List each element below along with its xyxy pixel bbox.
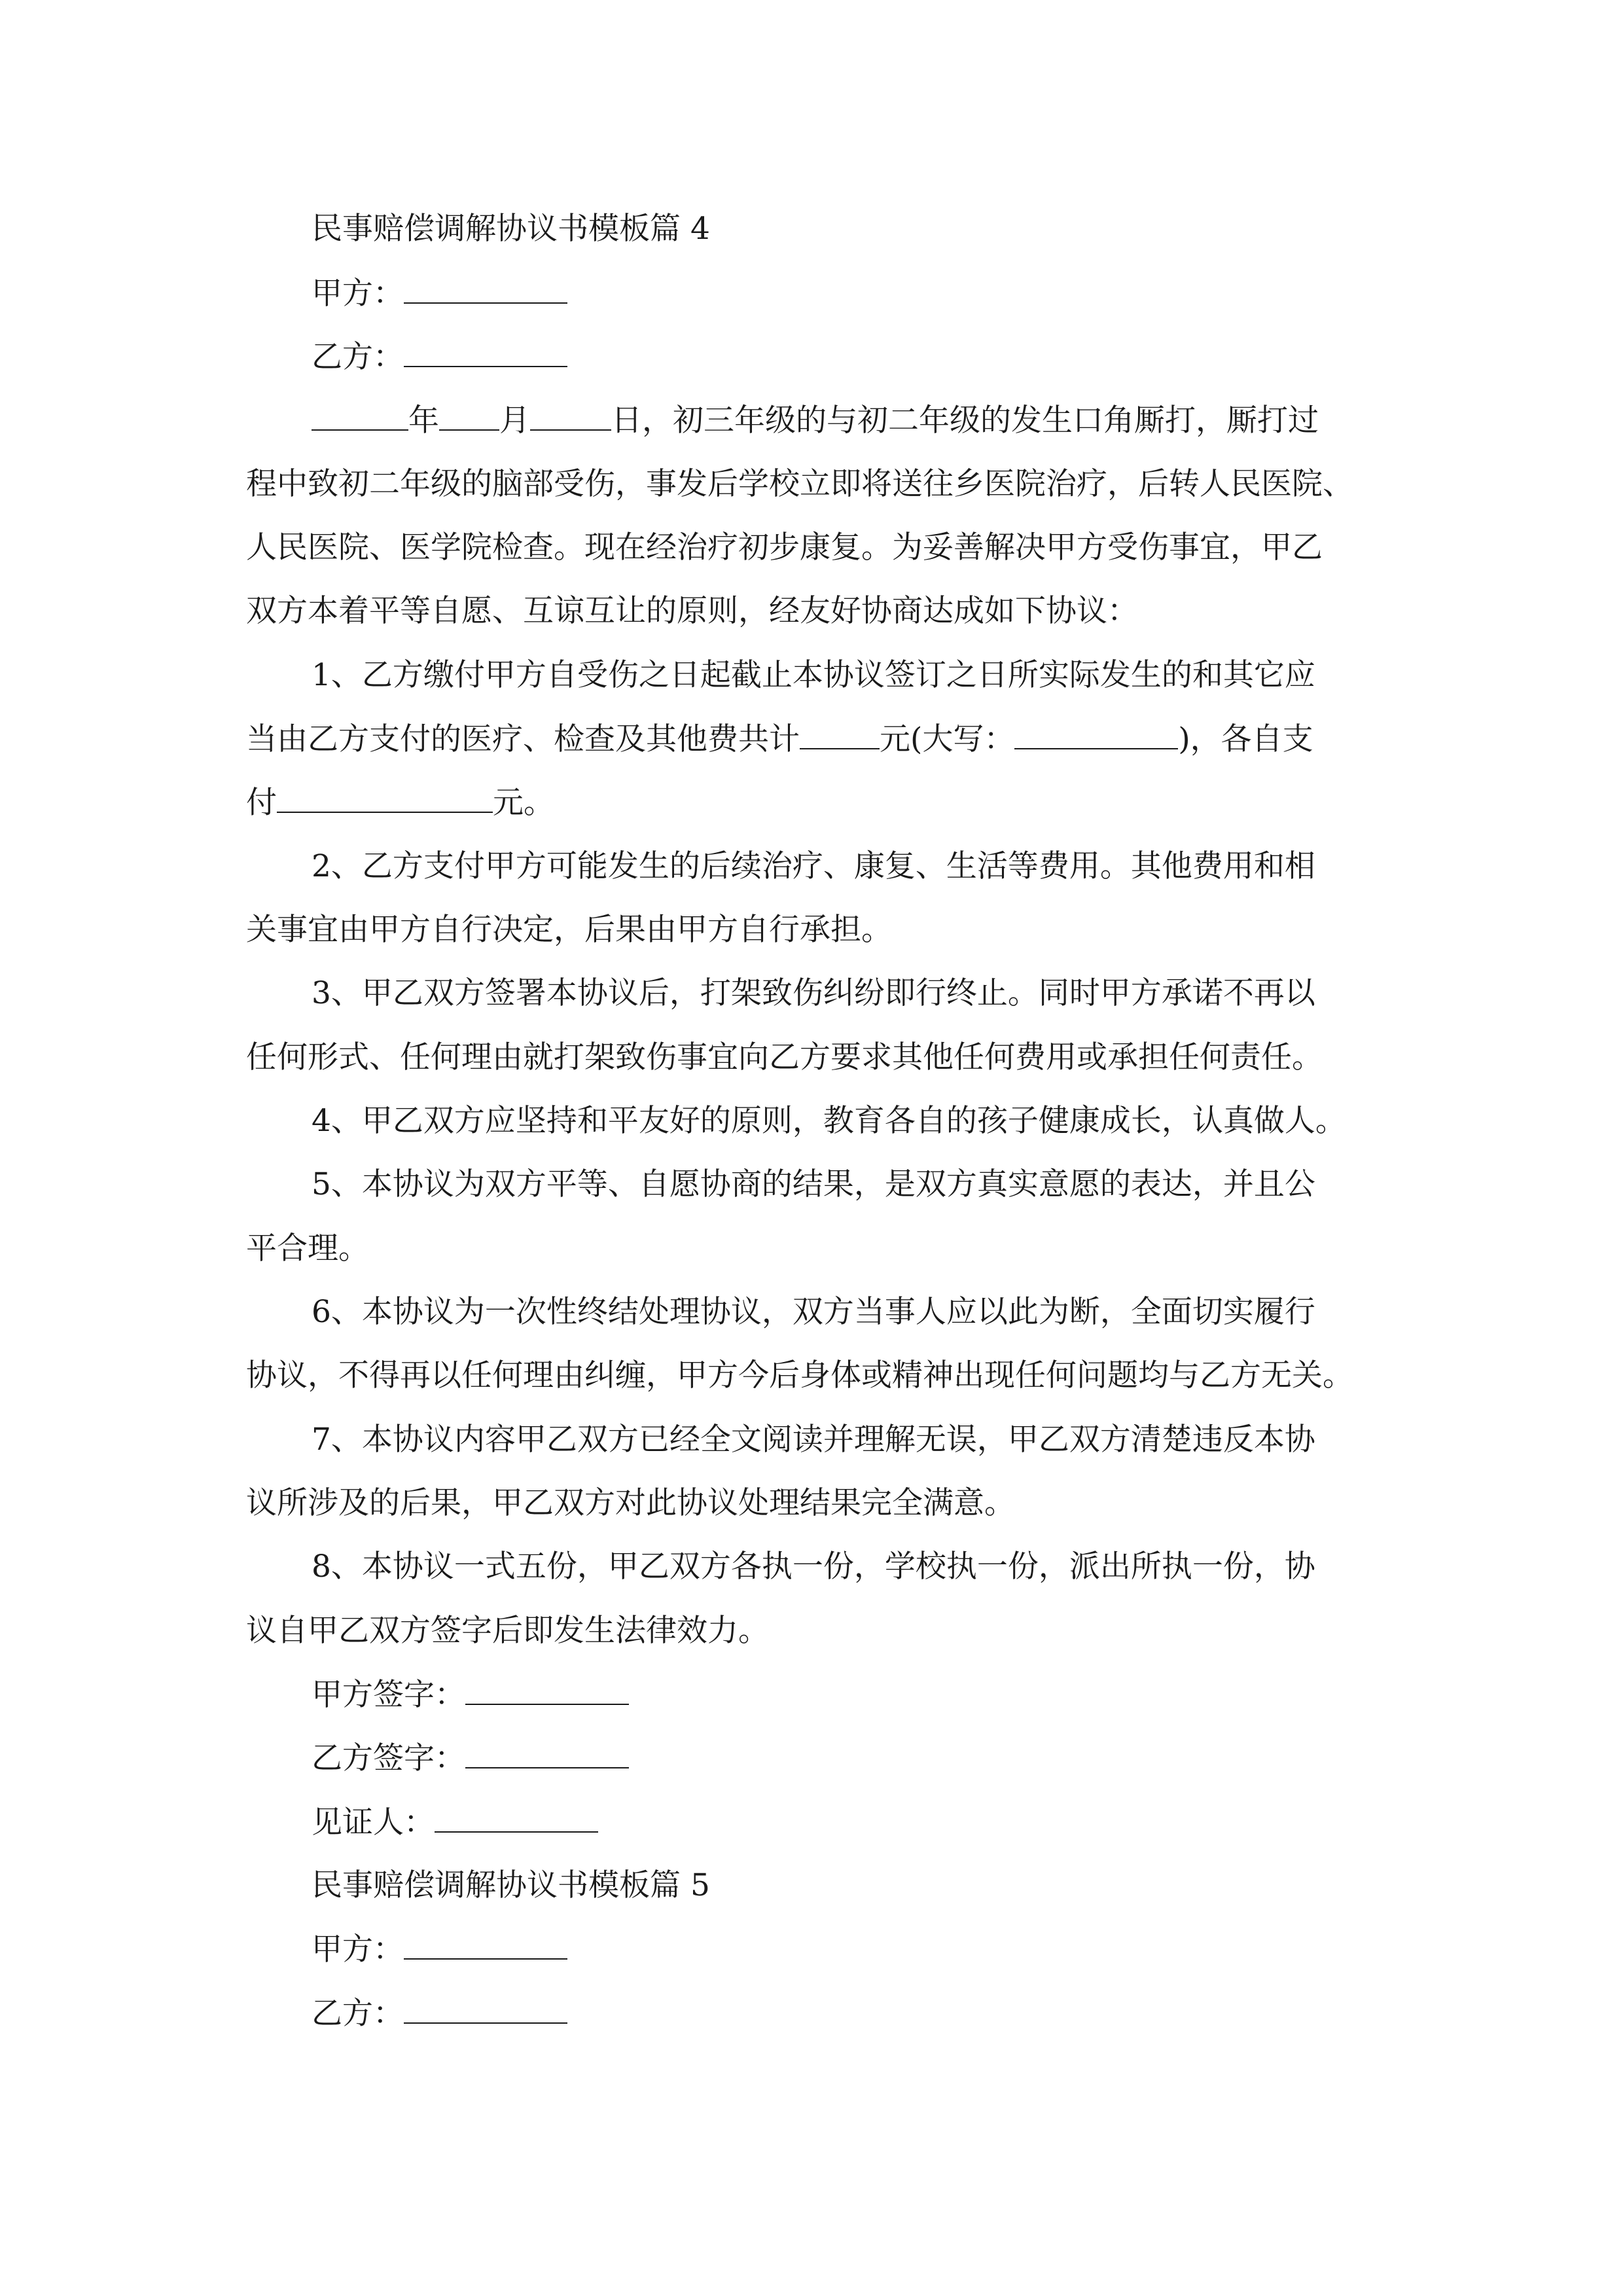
party-b-signature-blank: [465, 1738, 629, 1768]
item-6-line-2: 协议，不得再以任何理由纠缠，甲方今后身体或精神出现任何问题均与乙方无关。: [246, 1357, 1353, 1393]
item-5-line-1: 5、本协议为双方平等、自愿协商的结果，是双方真实意愿的表达，并且公: [312, 1166, 1315, 1202]
item-1-line-2: 当由乙方支付的医疗、检查及其他费共计 元(大写： )，各自支: [246, 719, 1313, 759]
item-8-line-2: 议自甲乙双方签字后即发生法律效力。: [246, 1613, 769, 1649]
day-blank: [530, 401, 611, 431]
section-4-title: 民事赔偿调解协议书模板篇 4: [312, 211, 710, 247]
payment-blank: [277, 783, 493, 813]
party-a-field-5: 甲方：: [312, 1929, 567, 1969]
item-1-line-1: 1、乙方缴付甲方自受伤之日起截止本协议签订之日所实际发生的和其它应: [312, 657, 1315, 693]
item-2-line-2: 关事宜由甲方自行决定，后果由甲方自行承担。: [246, 912, 892, 948]
party-b-signature-field: 乙方签字：: [312, 1738, 629, 1778]
party-b-field-5: 乙方：: [312, 1994, 567, 2034]
party-a-blank-5: [404, 1929, 567, 1960]
item-4-line-1: 4、甲乙双方应坚持和平友好的原则，教育各自的孩子健康成长，认真做人。: [312, 1103, 1346, 1139]
amount-uppercase-blank: [1014, 719, 1178, 749]
party-a-signature-field: 甲方签字：: [312, 1675, 629, 1715]
item-6-line-1: 6、本协议为一次性终结处理协议，双方当事人应以此为断，全面切实履行: [312, 1294, 1315, 1330]
party-a-blank: [404, 274, 567, 304]
item-1-line-3: 付 元。: [246, 783, 554, 823]
intro-line-3: 人民医院、医学院检查。现在经治疗初步康复。为妥善解决甲方受伤事宜，甲乙: [246, 529, 1323, 565]
party-b-blank: [404, 337, 567, 367]
item-5-line-2: 平合理。: [246, 1230, 369, 1266]
item-3-line-2: 任何形式、任何理由就打架致伤事宜向乙方要求其他任何费用或承担任何责任。: [246, 1039, 1323, 1075]
section-5-title: 民事赔偿调解协议书模板篇 5: [312, 1867, 710, 1903]
month-blank: [439, 401, 499, 431]
party-b-blank-5: [404, 1994, 567, 2024]
party-a-signature-blank: [465, 1675, 629, 1705]
item-3-line-1: 3、甲乙双方签署本协议后，打架致伤纠纷即行终止。同时甲方承诺不再以: [312, 975, 1315, 1011]
intro-line-1: 年 月 日，初三年级的与初二年级的发生口角厮打，厮打过: [312, 401, 1319, 440]
intro-line-4: 双方本着平等自愿、互谅互让的原则，经友好协商达成如下协议：: [246, 593, 1138, 629]
party-b-field: 乙方：: [312, 337, 567, 377]
item-7-line-2: 议所涉及的后果，甲乙双方对此协议处理结果完全满意。: [246, 1485, 1015, 1521]
item-2-line-1: 2、乙方支付甲方可能发生的后续治疗、康复、生活等费用。其他费用和相: [312, 848, 1315, 884]
item-7-line-1: 7、本协议内容甲乙双方已经全文阅读并理解无误，甲乙双方清楚违反本协: [312, 1422, 1315, 1458]
intro-line-2: 程中致初二年级的脑部受伤，事发后学校立即将送往乡医院治疗，后转人民医院、: [246, 466, 1353, 502]
year-blank: [312, 401, 408, 431]
item-8-line-1: 8、本协议一式五份，甲乙双方各执一份，学校执一份，派出所执一份，协: [312, 1549, 1315, 1585]
amount-blank: [800, 719, 880, 749]
witness-field: 见证人：: [312, 1803, 598, 1842]
witness-blank: [435, 1803, 598, 1833]
party-a-field: 甲方：: [312, 274, 567, 314]
